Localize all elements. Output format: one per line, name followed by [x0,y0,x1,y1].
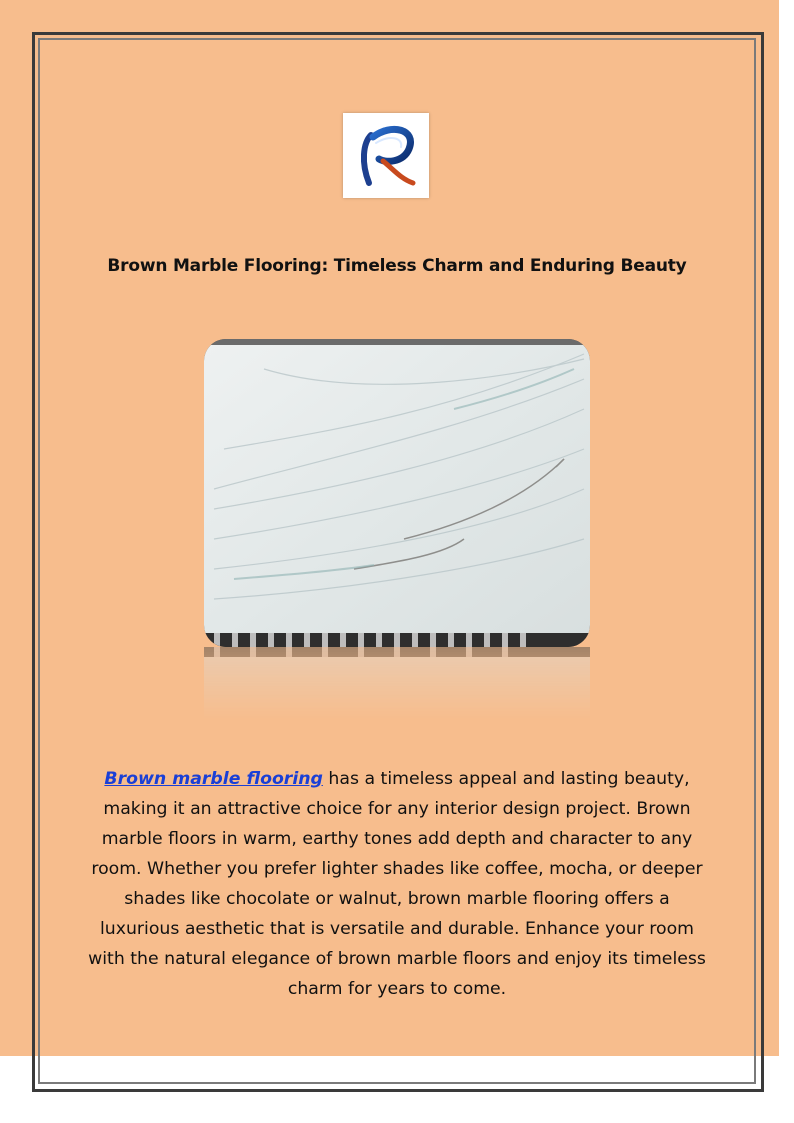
page-title: Brown Marble Flooring: Timeless Charm and Enduring Beauty [107,256,687,276]
brown-marble-flooring-link[interactable]: Brown marble flooring [104,769,323,789]
body-paragraph [88,764,706,1004]
paragraph-text: has a timeless appeal and lasting beauty, making it an attractive choice for any interior design project. Brown marble floors in warm, earthy tones add depth and character to any room. Whether you prefer lighter shades like coffee, mocha, or deeper shades like chocolate or walnut, brown marble flooring offers a luxurious aesthetic that is versatile and durable. Enhance your room with the natural elegance of brown marble floors and enjoy its timeless charm for years to come. [88,769,706,999]
marble-slab-reflection [204,647,590,719]
logo-r-icon [343,113,429,198]
marble-slab-image [204,339,590,647]
brand-logo [343,113,429,198]
